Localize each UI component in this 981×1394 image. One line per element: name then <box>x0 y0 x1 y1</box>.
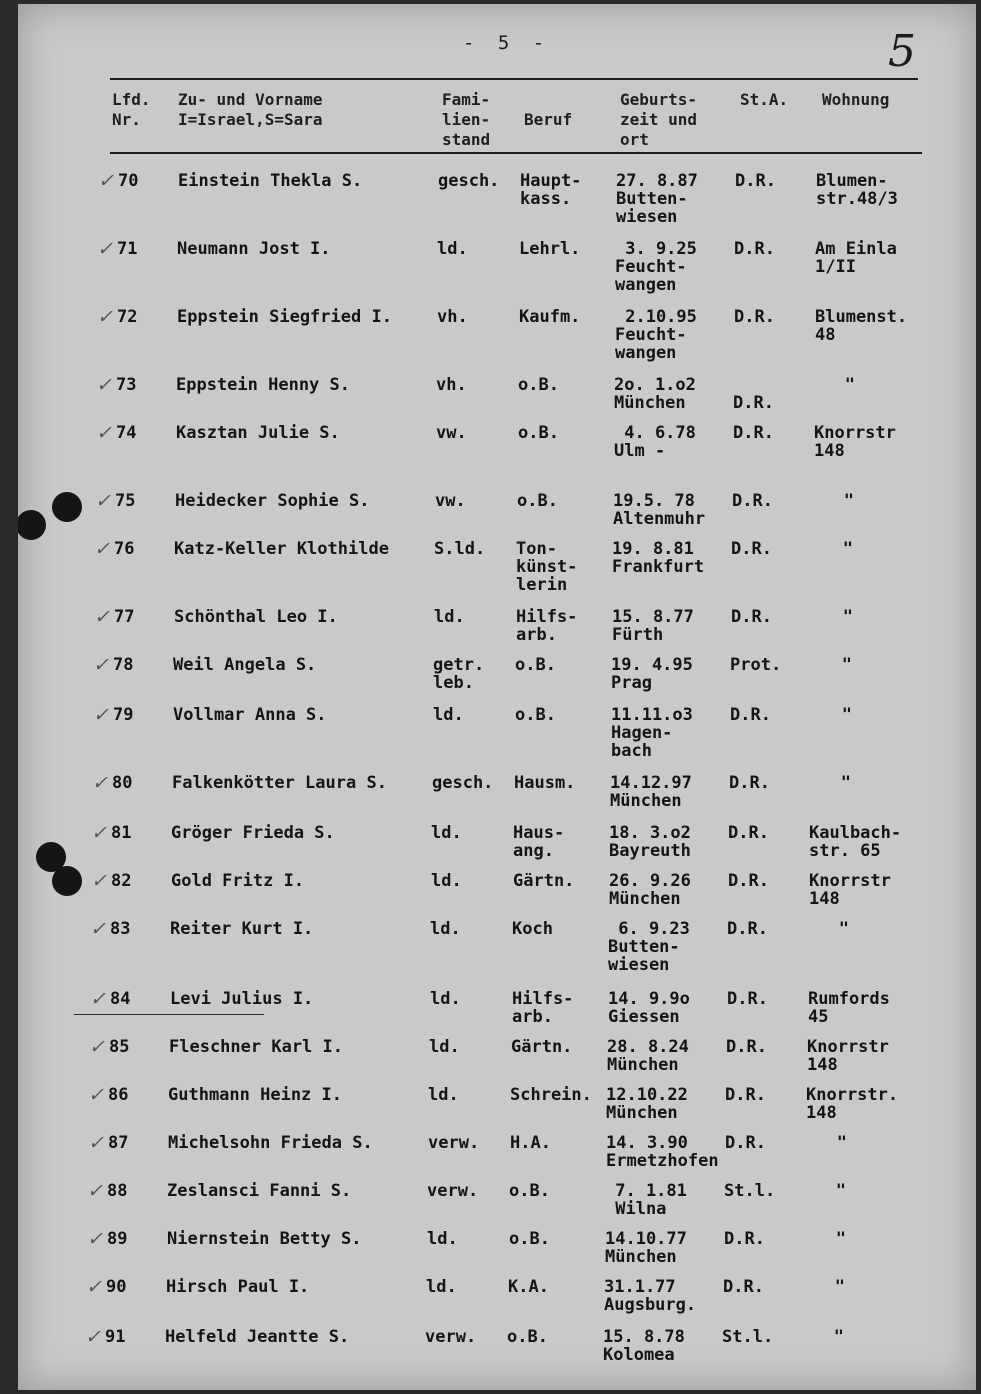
familienstand: ld. <box>434 607 465 627</box>
row-number: 84 <box>110 989 131 1009</box>
geburtsdaten: 15. 8.77 Fürth <box>612 607 694 645</box>
beruf: Schrein. <box>510 1085 592 1105</box>
wohnung: Rumfords 45 <box>808 989 890 1027</box>
wohnung: " <box>805 1181 846 1201</box>
staatsangehoerigkeit: D.R. <box>725 1133 766 1153</box>
header-staatsangehoerigkeit: St.A. <box>740 90 789 109</box>
person-name: Heidecker Sophie S. <box>175 491 370 511</box>
beruf: Kaufm. <box>519 307 581 327</box>
row-number: 80 <box>112 773 133 793</box>
geburtsdaten: 14. 3.90 Ermetzhofen <box>606 1133 719 1171</box>
geburtsdaten: 2.10.95 Feucht- wangen <box>615 307 697 363</box>
person-name: Fleschner Karl I. <box>169 1037 343 1057</box>
beruf: Hilfs- arb. <box>516 607 578 645</box>
person-name: Niernstein Betty S. <box>167 1229 362 1249</box>
header-beruf: Beruf <box>524 110 573 129</box>
row-number: 85 <box>109 1037 130 1057</box>
familienstand: S.ld. <box>434 539 486 559</box>
staatsangehoerigkeit: D.R. <box>728 823 769 843</box>
row-number: 89 <box>107 1229 128 1249</box>
beruf: Haupt- kass. <box>520 171 582 209</box>
check-mark-icon: ✓ <box>97 238 113 260</box>
person-name: Levi Julius I. <box>170 989 314 1009</box>
check-mark-icon: ✓ <box>90 988 106 1010</box>
person-name: Guthmann Heinz I. <box>168 1085 342 1105</box>
check-mark-icon: ✓ <box>97 306 113 328</box>
beruf: Ton- künst- lerin <box>516 539 578 595</box>
check-mark-icon: ✓ <box>94 606 110 628</box>
geburtsdaten: 4. 6.78 Ulm - <box>614 423 696 461</box>
familienstand: ld. <box>431 823 462 843</box>
beruf: o.B. <box>509 1229 550 1249</box>
geburtsdaten: 14.10.77 München <box>605 1229 687 1267</box>
beruf: Gärtn. <box>511 1037 573 1057</box>
wohnung: Knorrstr 148 <box>809 871 891 909</box>
top-rule <box>110 78 918 80</box>
check-mark-icon: ✓ <box>87 1180 103 1202</box>
punch-hole <box>52 866 82 896</box>
beruf: o.B. <box>515 655 556 675</box>
staatsangehoerigkeit: D.R. <box>734 307 775 327</box>
geburtsdaten: 19. 8.81 Frankfurt <box>612 539 705 577</box>
check-mark-icon: ✓ <box>94 538 110 560</box>
staatsangehoerigkeit: D.R. <box>725 1085 766 1105</box>
check-mark-icon: ✓ <box>93 704 109 726</box>
header-wohnung: Wohnung <box>822 90 890 109</box>
wohnung: " <box>805 1229 846 1249</box>
punch-hole <box>18 510 46 540</box>
geburtsdaten: 27. 8.87 Butten- wiesen <box>616 171 698 227</box>
row-number: 90 <box>106 1277 127 1297</box>
familienstand: ld. <box>433 705 464 725</box>
familienstand: getr. leb. <box>433 655 485 693</box>
beruf: H.A. <box>510 1133 551 1153</box>
row-number: 87 <box>108 1133 129 1153</box>
header-familienstand: Fami- lien- stand <box>442 90 491 149</box>
beruf: Koch <box>512 919 553 939</box>
staatsangehoerigkeit: D.R. <box>733 393 774 413</box>
header-name: Zu- und Vorname I=Israel,S=Sara <box>178 90 323 129</box>
row-number: 76 <box>114 539 135 559</box>
wohnung: Knorrstr 148 <box>807 1037 889 1075</box>
wohnung: " <box>810 773 851 793</box>
familienstand: ld. <box>429 1037 460 1057</box>
geburtsdaten: 31.1.77 Augsburg. <box>604 1277 697 1315</box>
staatsangehoerigkeit: Prot. <box>730 655 782 675</box>
geburtsdaten: 12.10.22 München <box>606 1085 688 1123</box>
check-mark-icon: ✓ <box>89 1036 105 1058</box>
row-number: 79 <box>113 705 134 725</box>
staatsangehoerigkeit: D.R. <box>733 423 774 443</box>
familienstand: ld. <box>430 919 461 939</box>
wohnung: " <box>812 607 853 627</box>
header-nr: Lfd. Nr. <box>112 90 151 129</box>
page-number: - 5 - <box>463 32 551 54</box>
beruf: o.B. <box>509 1181 550 1201</box>
beruf: o.B. <box>517 491 558 511</box>
wohnung: " <box>811 655 852 675</box>
staatsangehoerigkeit: D.R. <box>729 773 770 793</box>
familienstand: vw. <box>436 423 467 443</box>
wohnung: Knorrstr. 148 <box>806 1085 899 1123</box>
staatsangehoerigkeit: D.R. <box>734 239 775 259</box>
person-name: Kasztan Julie S. <box>176 423 340 443</box>
person-name: Vollmar Anna S. <box>173 705 327 725</box>
wohnung: " <box>804 1277 845 1297</box>
row-number: 86 <box>108 1085 129 1105</box>
person-name: Eppstein Henny S. <box>176 375 350 395</box>
familienstand: verw. <box>428 1133 480 1153</box>
check-mark-icon: ✓ <box>85 1326 101 1348</box>
geburtsdaten: 11.11.o3 Hagen- bach <box>611 705 693 761</box>
familienstand: verw. <box>425 1327 477 1347</box>
staatsangehoerigkeit: D.R. <box>730 705 771 725</box>
geburtsdaten: 14. 9.9o Giessen <box>608 989 690 1027</box>
beruf: Hilfs- arb. <box>512 989 574 1027</box>
beruf: K.A. <box>508 1277 549 1297</box>
check-mark-icon: ✓ <box>92 772 108 794</box>
staatsangehoerigkeit: D.R. <box>731 539 772 559</box>
geburtsdaten: 19.5. 78 Altenmuhr <box>613 491 706 529</box>
familienstand: vh. <box>437 307 468 327</box>
staatsangehoerigkeit: D.R. <box>727 989 768 1009</box>
staatsangehoerigkeit: D.R. <box>727 919 768 939</box>
person-name: Gröger Frieda S. <box>171 823 335 843</box>
row-number: 74 <box>116 423 137 443</box>
check-mark-icon: ✓ <box>90 918 106 940</box>
person-name: Gold Fritz I. <box>171 871 305 891</box>
staatsangehoerigkeit: D.R. <box>732 491 773 511</box>
check-mark-icon: ✓ <box>95 490 111 512</box>
row-number: 81 <box>111 823 132 843</box>
beruf: o.B. <box>507 1327 548 1347</box>
familienstand: vw. <box>435 491 466 511</box>
person-name: Zeslansci Fanni S. <box>167 1181 352 1201</box>
check-mark-icon: ✓ <box>96 374 112 396</box>
document-page <box>18 4 976 1390</box>
check-mark-icon: ✓ <box>96 422 112 444</box>
staatsangehoerigkeit: D.R. <box>723 1277 764 1297</box>
beruf: o.B. <box>518 423 559 443</box>
familienstand: vh. <box>436 375 467 395</box>
person-name: Falkenkötter Laura S. <box>172 773 387 793</box>
row-number: 72 <box>117 307 138 327</box>
beruf: Haus- ang. <box>513 823 565 861</box>
wohnung: " <box>803 1327 844 1347</box>
geburtsdaten: 7. 1.81 Wilna <box>615 1181 687 1219</box>
person-name: Neumann Jost I. <box>177 239 331 259</box>
row-number: 78 <box>113 655 134 675</box>
beruf: o.B. <box>515 705 556 725</box>
person-name: Reiter Kurt I. <box>170 919 314 939</box>
underline-mark <box>74 1014 264 1015</box>
row-number: 71 <box>117 239 138 259</box>
staatsangehoerigkeit: D.R. <box>726 1037 767 1057</box>
staatsangehoerigkeit: St.l. <box>724 1181 776 1201</box>
row-number: 77 <box>114 607 135 627</box>
person-name: Hirsch Paul I. <box>166 1277 310 1297</box>
person-name: Eppstein Siegfried I. <box>177 307 392 327</box>
staatsangehoerigkeit: D.R. <box>728 871 769 891</box>
staatsangehoerigkeit: D.R. <box>724 1229 765 1249</box>
person-name: Michelsohn Frieda S. <box>168 1133 373 1153</box>
geburtsdaten: 3. 9.25 Feucht- wangen <box>615 239 697 295</box>
row-number: 88 <box>107 1181 128 1201</box>
beruf: Gärtn. <box>513 871 575 891</box>
wohnung: Am Einla 1/II <box>815 239 897 277</box>
wohnung: " <box>811 705 852 725</box>
check-mark-icon: ✓ <box>87 1228 103 1250</box>
geburtsdaten: 19. 4.95 Prag <box>611 655 693 693</box>
geburtsdaten: 6. 9.23 Butten- wiesen <box>608 919 690 975</box>
check-mark-icon: ✓ <box>98 170 114 192</box>
familienstand: ld. <box>430 989 461 1009</box>
person-name: Schönthal Leo I. <box>174 607 338 627</box>
row-number: 83 <box>110 919 131 939</box>
wohnung: " <box>808 919 849 939</box>
familienstand: gesch. <box>438 171 500 191</box>
geburtsdaten: 2o. 1.o2 München <box>614 375 696 413</box>
header-geburt: Geburts- zeit und ort <box>620 90 698 149</box>
geburtsdaten: 15. 8.78 Kolomea <box>603 1327 685 1365</box>
check-mark-icon: ✓ <box>88 1132 104 1154</box>
wohnung: Blumen- str.48/3 <box>816 171 898 209</box>
beruf: o.B. <box>518 375 559 395</box>
row-number: 73 <box>116 375 137 395</box>
familienstand: ld. <box>428 1085 459 1105</box>
row-number: 91 <box>105 1327 126 1347</box>
familienstand: ld. <box>431 871 462 891</box>
check-mark-icon: ✓ <box>86 1276 102 1298</box>
staatsangehoerigkeit: D.R. <box>735 171 776 191</box>
familienstand: ld. <box>437 239 468 259</box>
geburtsdaten: 14.12.97 München <box>610 773 692 811</box>
geburtsdaten: 18. 3.o2 Bayreuth <box>609 823 691 861</box>
check-mark-icon: ✓ <box>88 1084 104 1106</box>
person-name: Katz-Keller Klothilde <box>174 539 389 559</box>
geburtsdaten: 26. 9.26 München <box>609 871 691 909</box>
check-mark-icon: ✓ <box>91 822 107 844</box>
person-name: Einstein Thekla S. <box>178 171 363 191</box>
wohnung: " <box>812 539 853 559</box>
person-name: Weil Angela S. <box>173 655 317 675</box>
familienstand: ld. <box>426 1277 457 1297</box>
staatsangehoerigkeit: St.l. <box>722 1327 774 1347</box>
row-number: 82 <box>111 871 132 891</box>
check-mark-icon: ✓ <box>93 654 109 676</box>
wohnung: " <box>806 1133 847 1153</box>
beruf: Hausm. <box>514 773 576 793</box>
wohnung: Knorrstr 148 <box>814 423 896 461</box>
row-number: 75 <box>115 491 136 511</box>
wohnung: Kaulbach- str. 65 <box>809 823 902 861</box>
header-rule <box>110 152 922 154</box>
handwritten-page-number: 5 <box>888 26 916 77</box>
geburtsdaten: 28. 8.24 München <box>607 1037 689 1075</box>
person-name: Helfeld Jeantte S. <box>165 1327 350 1347</box>
familienstand: gesch. <box>432 773 494 793</box>
wohnung: " <box>814 375 855 395</box>
familienstand: verw. <box>427 1181 479 1201</box>
beruf: Lehrl. <box>519 239 581 259</box>
wohnung: " <box>813 491 854 511</box>
check-mark-icon: ✓ <box>91 870 107 892</box>
punch-hole <box>52 492 82 522</box>
staatsangehoerigkeit: D.R. <box>731 607 772 627</box>
row-number: 70 <box>118 171 139 191</box>
wohnung: Blumenst. 48 <box>815 307 908 345</box>
familienstand: ld. <box>427 1229 458 1249</box>
